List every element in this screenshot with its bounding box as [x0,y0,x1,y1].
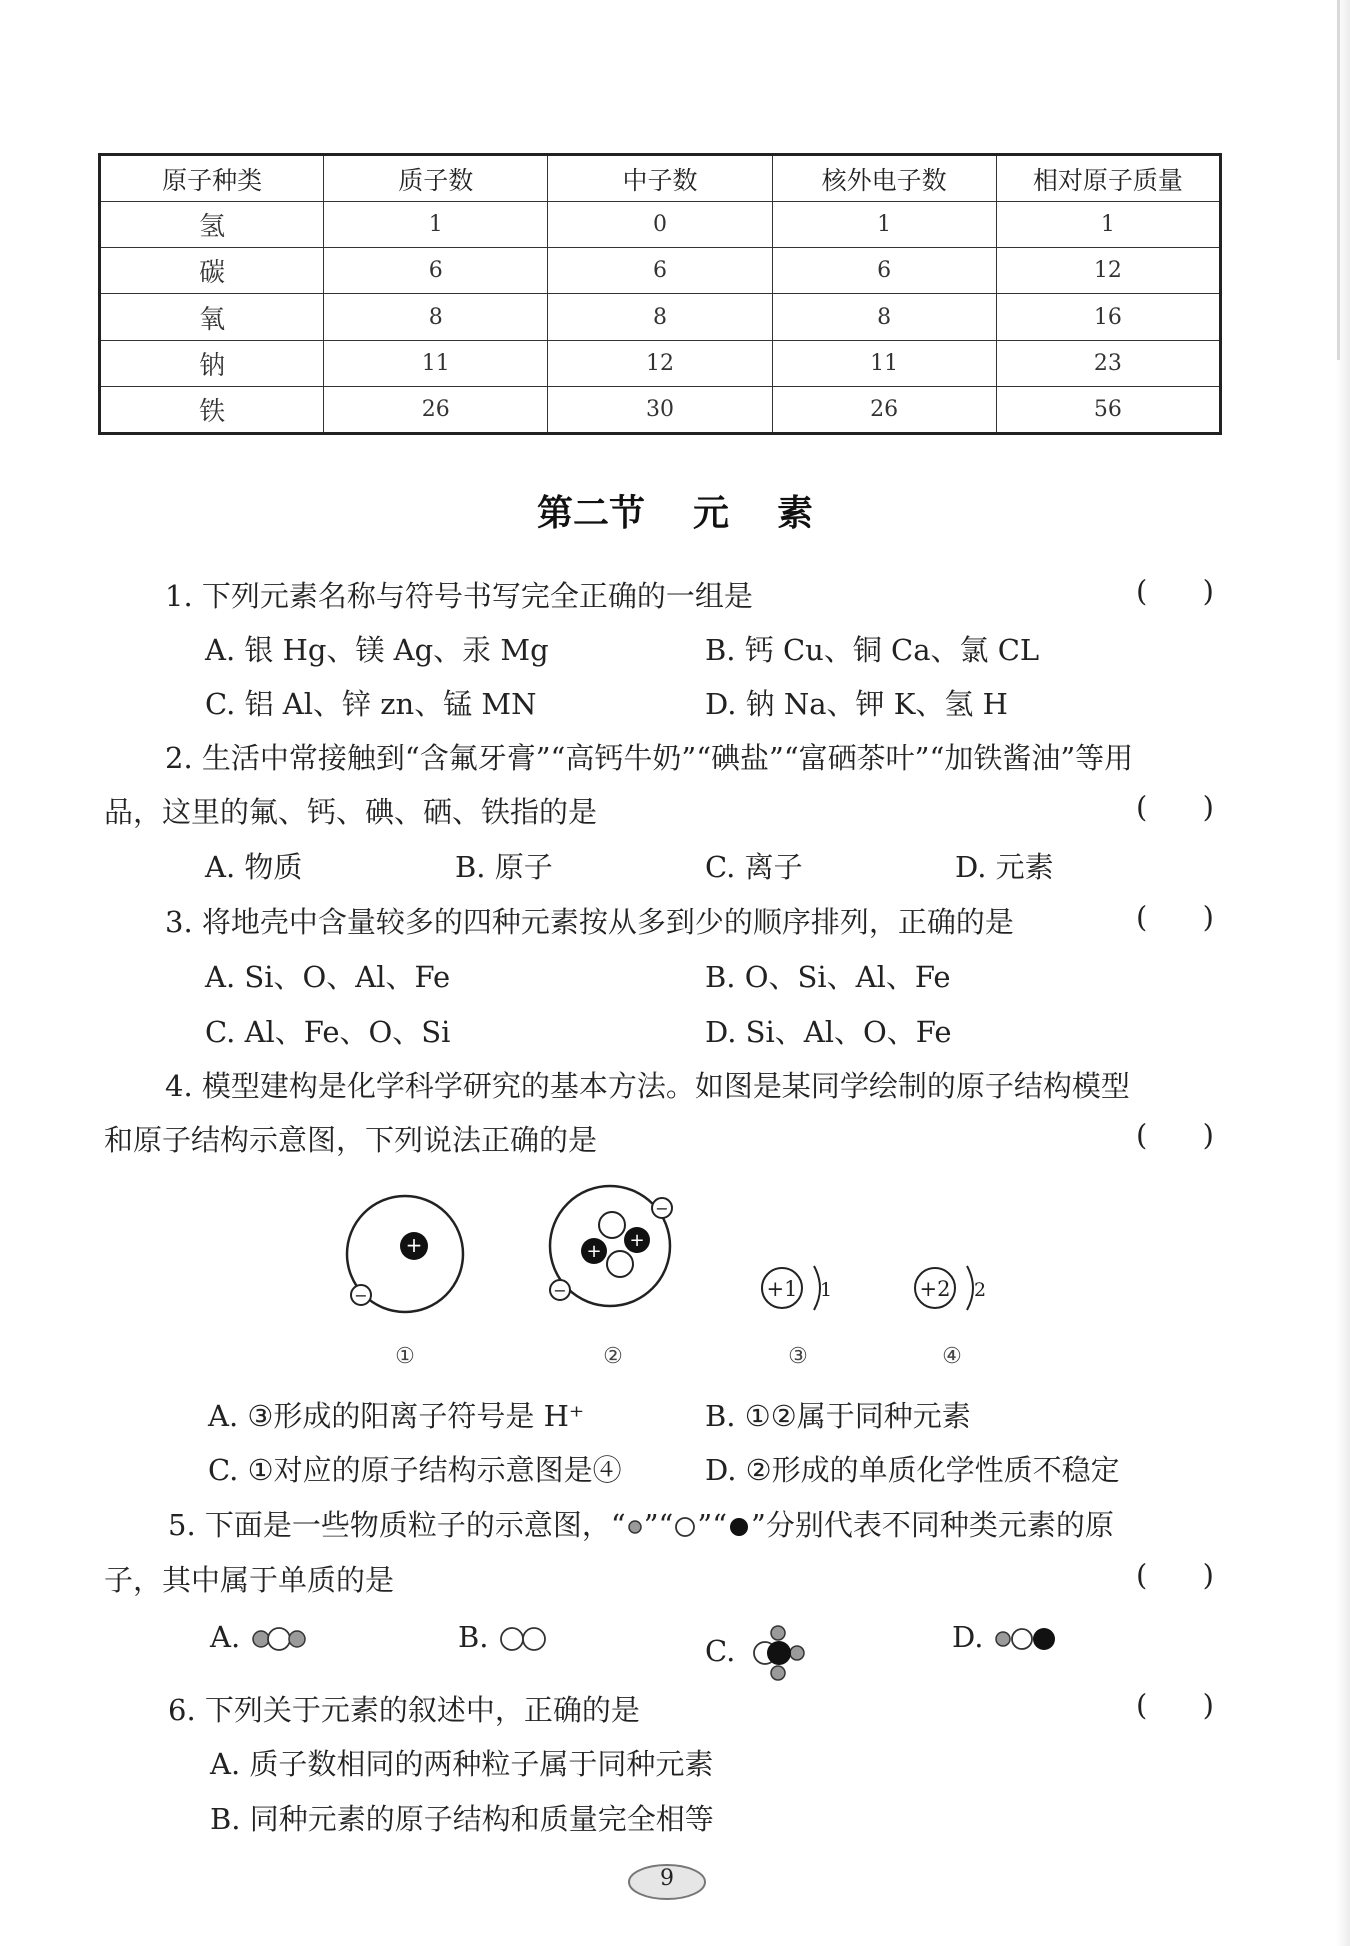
table-cell: 26 [324,386,548,433]
table-header-row [100,155,1221,202]
table-cell: 氧 [100,294,324,340]
shell-electron-count: 2 [973,1279,987,1301]
table-header-cell: 核外电子数 [772,155,996,202]
question-3-option-b: B. O、Si、Al、Fe [705,960,951,994]
table-cell: 8 [324,294,548,340]
table-cell: 氢 [100,202,324,248]
question-3-option-c: C. Al、Fe、O、Si [205,1015,451,1049]
neutron-particle [607,1251,633,1277]
question-5-stem-text: ”分别代表不同种类元素的原 [751,1508,1114,1542]
option-letter: C. [705,1634,736,1668]
question-3-option-d: D. Si、Al、O、Fe [705,1015,952,1049]
table-cell: 6 [548,248,772,294]
atom-model-1 [347,1196,463,1312]
table-header-cell: 原子种类 [100,155,324,202]
table-cell: 12 [548,340,772,386]
molecule-b-icon [498,1624,552,1654]
electron-sign: − [655,1199,669,1218]
answer-bracket: ( ) [1136,1118,1214,1152]
table-row [100,386,1221,433]
answer-bracket: ( ) [1136,900,1214,934]
option-letter: D. [952,1620,984,1654]
table-cell: 6 [324,248,548,294]
question-3-option-a: A. Si、O、Al、Fe [205,960,451,994]
option-letter: A. [210,1620,241,1654]
table-cell: 6 [772,248,996,294]
atom-diagram-3 [762,1266,832,1310]
electron-sign: − [553,1281,567,1300]
table-cell: 16 [996,294,1220,340]
table-row [100,248,1221,294]
question-1-option-d: D. 钠 Na、钾 K、氢 H [705,687,1008,721]
proton-sign: + [586,1241,602,1262]
white-atom-icon [673,1515,697,1539]
question-2-option-a: A. 物质 [205,850,303,884]
question-6-stem: 6. 下列关于元素的叙述中，正确的是 [168,1693,640,1727]
question-5-stem-text: ”“ [643,1508,674,1542]
answer-bracket: ( ) [1136,574,1214,608]
table-cell: 23 [996,340,1220,386]
answer-bracket: ( ) [1136,1558,1214,1592]
section-title [0,485,1350,536]
table-header-cell: 相对原子质量 [996,155,1220,202]
table-cell: 0 [548,202,772,248]
black-atom-icon [727,1515,751,1539]
section-title-part: 元 [692,493,729,534]
question-1-option-a: A. 银 Hg、镁 Ag、汞 Mg [205,633,549,667]
table-cell: 1 [324,202,548,248]
question-4-option-d: D. ②形成的单质化学性质不稳定 [705,1453,1120,1487]
table-header-cell: 中子数 [548,155,772,202]
table-cell: 碳 [100,248,324,294]
figure-label-4: ④ [942,1344,962,1369]
figure-label-3: ③ [788,1344,808,1369]
nucleus-charge: +2 [919,1277,951,1301]
question-5-option-b [458,1620,552,1654]
section-title-part: 素 [777,493,814,534]
table-cell: 钠 [100,340,324,386]
table-cell: 30 [548,386,772,433]
table-cell: 1 [772,202,996,248]
question-5-stem-text: ”“ [697,1508,728,1542]
figure-label-2: ② [603,1344,623,1369]
answer-bracket: ( ) [1136,1688,1214,1722]
answer-bracket: ( ) [1136,790,1214,824]
page-edge-line [1337,0,1340,360]
table-cell: 铁 [100,386,324,433]
table-cell: 11 [772,340,996,386]
question-2-stem-line-1: 2. 生活中常接触到“含氟牙膏”“高钙牛奶”“碘盐”“富硒茶叶”“加铁酱油”等用 [165,741,1134,775]
question-3-stem: 3. 将地壳中含量较多的四种元素按从多到少的顺序排列，正确的是 [165,905,1014,939]
question-1-option-b: B. 钙 Cu、铜 Ca、氯 CL [705,633,1040,667]
proton-sign: + [629,1230,645,1251]
question-5-stem-line-1 [168,1503,1114,1544]
question-5-stem-line-2: 子，其中属于单质的是 [104,1563,395,1597]
small-gray-atom-icon [626,1518,644,1536]
table-cell: 11 [324,340,548,386]
electron-shell-arc [967,1266,973,1310]
atom-diagram-4 [915,1266,986,1310]
question-4-option-a: A. ③形成的阳离子符号是 H⁺ [208,1399,585,1433]
section-title-part: 第二节 [536,493,645,534]
option-letter: B. [458,1620,489,1654]
question-2-stem-line-2: 品，这里的氟、钙、碘、硒、铁指的是 [104,795,598,829]
electron-sign: − [354,1286,368,1305]
proton-sign: + [405,1233,423,1257]
question-4-option-c: C. ①对应的原子结构示意图是④ [208,1453,622,1487]
table-cell: 8 [548,294,772,340]
table-row [100,294,1221,340]
figure-label-1: ① [395,1344,415,1369]
table-cell: 1 [996,202,1220,248]
question-2-option-c: C. 离子 [705,850,803,884]
question-1-stem: 1. 下列元素名称与符号书写完全正确的一组是 [165,579,753,613]
molecule-c-icon [745,1620,811,1686]
question-5-option-c [705,1620,811,1686]
atom-data-table [98,153,1222,435]
question-6-option-b: B. 同种元素的原子结构和质量完全相等 [210,1802,714,1836]
question-4-stem-line-1: 4. 模型建构是化学科学研究的基本方法。如图是某同学绘制的原子结构模型 [165,1069,1130,1103]
atom-model-2 [550,1186,672,1306]
table-cell: 56 [996,386,1220,433]
question-5-option-d [952,1620,1063,1654]
question-1-option-c: C. 铝 Al、锌 zn、锰 MN [205,687,537,721]
table-row [100,202,1221,248]
nucleus-charge: +1 [766,1277,798,1301]
question-5-option-a [210,1620,309,1654]
question-2-option-b: B. 原子 [455,850,553,884]
table-header-cell: 质子数 [324,155,548,202]
question-4-stem-line-2: 和原子结构示意图，下列说法正确的是 [104,1123,598,1157]
molecule-d-icon [993,1624,1063,1654]
table-cell: 26 [772,386,996,433]
table-cell: 8 [772,294,996,340]
question-2-option-d: D. 元素 [955,850,1054,884]
molecule-a-icon [249,1624,309,1654]
question-6-option-a: A. 质子数相同的两种粒子属于同种元素 [210,1747,714,1781]
page-number: 9 [660,1866,674,1891]
shell-electron-count: 1 [819,1279,833,1301]
question-5-stem-text: 5. 下面是一些物质粒子的示意图，“ [168,1508,626,1542]
question-4-option-b: B. ①②属于同种元素 [705,1399,971,1433]
table-row [100,340,1221,386]
atom-structure-figure [330,1178,1010,1378]
table-cell: 12 [996,248,1220,294]
neutron-particle [599,1212,625,1238]
